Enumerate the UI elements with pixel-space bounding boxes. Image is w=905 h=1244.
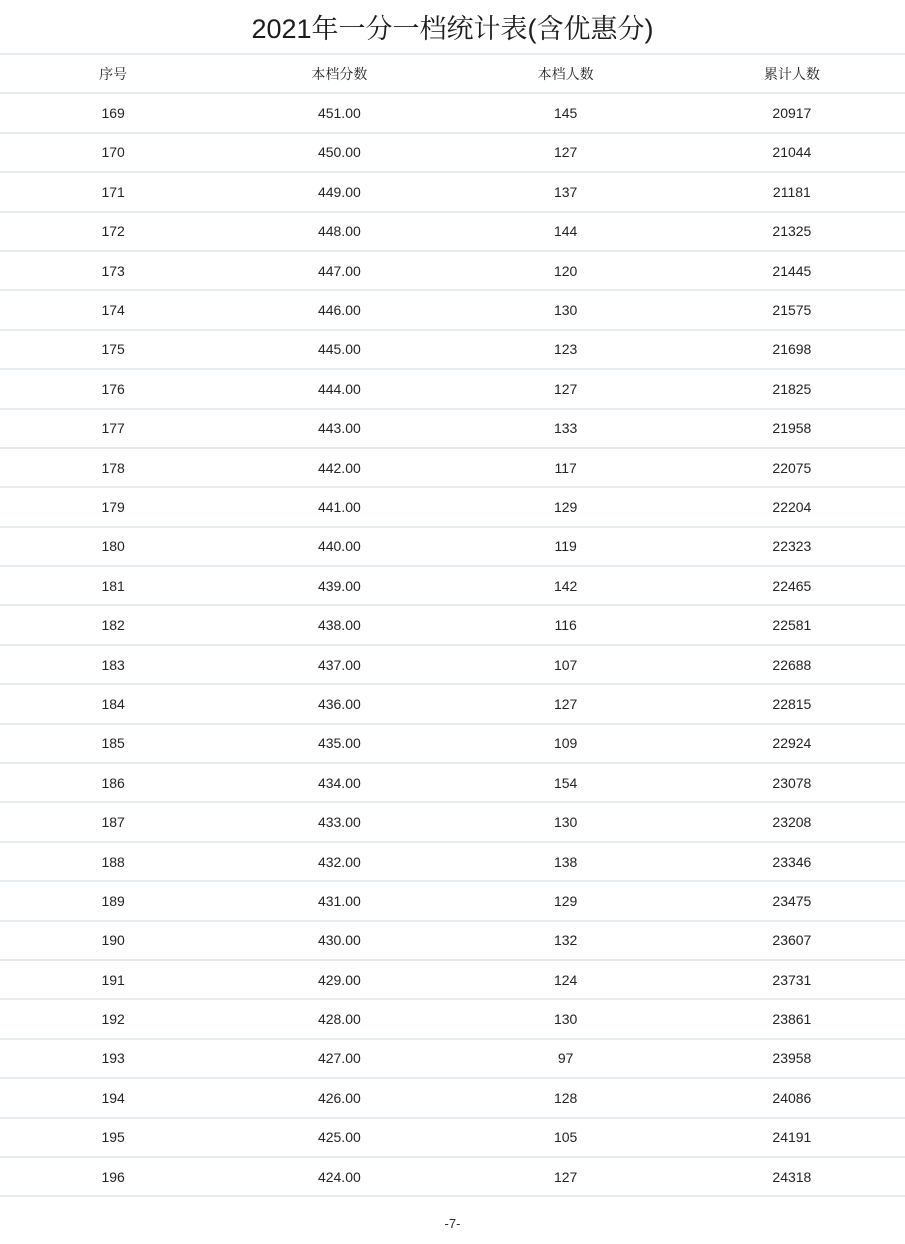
table-row xyxy=(0,172,905,211)
table-row xyxy=(0,212,905,251)
cell-cumulative: 23958 xyxy=(772,1050,812,1067)
cell-index: 188 xyxy=(101,853,125,870)
cell-count: 109 xyxy=(553,735,578,752)
cell-score: 441.00 xyxy=(317,498,361,515)
column-header-score: 本档分数 xyxy=(311,65,368,82)
cell-cumulative: 22924 xyxy=(772,735,812,752)
cell-count: 97 xyxy=(557,1050,574,1067)
cell-count: 124 xyxy=(553,971,578,988)
cell-score: 438.00 xyxy=(317,617,361,634)
cell-count: 123 xyxy=(553,341,578,358)
cell-score: 450.00 xyxy=(317,144,361,161)
cell-cumulative: 24191 xyxy=(772,1129,812,1146)
cell-index: 176 xyxy=(101,380,125,397)
cell-score: 442.00 xyxy=(317,459,361,476)
cell-count: 105 xyxy=(553,1129,578,1146)
cell-score: 435.00 xyxy=(317,735,361,752)
cell-score: 446.00 xyxy=(317,302,361,319)
cell-index: 175 xyxy=(101,341,125,358)
cell-score: 424.00 xyxy=(317,1168,361,1185)
cell-cumulative: 21825 xyxy=(772,380,812,397)
column-header-index: 序号 xyxy=(99,65,128,82)
score-distribution-table xyxy=(0,53,905,1197)
cell-index: 191 xyxy=(101,971,125,988)
cell-index: 173 xyxy=(101,262,125,279)
table-row xyxy=(0,960,905,999)
table-row xyxy=(0,1157,905,1196)
cell-count: 130 xyxy=(553,814,578,831)
cell-score: 430.00 xyxy=(317,932,361,949)
table-row xyxy=(0,724,905,763)
cell-index: 186 xyxy=(101,774,125,791)
table-row xyxy=(0,763,905,802)
cell-count: 130 xyxy=(553,302,578,319)
cell-cumulative: 20917 xyxy=(772,105,812,122)
cell-score: 426.00 xyxy=(317,1089,361,1106)
cell-index: 177 xyxy=(101,420,125,437)
cell-index: 185 xyxy=(101,735,125,752)
table-row xyxy=(0,290,905,329)
table-row xyxy=(0,842,905,881)
table-row xyxy=(0,1039,905,1078)
cell-cumulative: 22688 xyxy=(772,656,812,673)
cell-index: 178 xyxy=(101,459,125,476)
cell-count: 142 xyxy=(553,577,578,594)
table-row xyxy=(0,487,905,526)
cell-index: 172 xyxy=(101,223,125,240)
cell-score: 449.00 xyxy=(317,183,361,200)
cell-cumulative: 22581 xyxy=(772,617,812,634)
cell-index: 190 xyxy=(101,932,125,949)
cell-cumulative: 23078 xyxy=(772,774,812,791)
cell-cumulative: 23861 xyxy=(772,1011,812,1028)
cell-count: 145 xyxy=(553,105,578,122)
cell-cumulative: 22815 xyxy=(772,695,812,712)
cell-score: 448.00 xyxy=(317,223,361,240)
table-row xyxy=(0,1078,905,1117)
column-header-count: 本档人数 xyxy=(537,65,594,82)
table-row xyxy=(0,369,905,408)
cell-score: 427.00 xyxy=(317,1050,361,1067)
cell-count: 144 xyxy=(553,223,578,240)
cell-score: 432.00 xyxy=(317,853,361,870)
table-row xyxy=(0,251,905,290)
cell-count: 119 xyxy=(554,538,577,555)
table-row xyxy=(0,605,905,644)
cell-score: 444.00 xyxy=(317,380,361,397)
cell-count: 127 xyxy=(553,144,578,161)
cell-score: 439.00 xyxy=(317,577,361,594)
cell-cumulative: 22075 xyxy=(772,459,812,476)
cell-count: 154 xyxy=(553,774,578,791)
cell-count: 127 xyxy=(553,1168,578,1185)
cell-index: 182 xyxy=(101,617,125,634)
cell-score: 425.00 xyxy=(317,1129,361,1146)
cell-cumulative: 23475 xyxy=(772,892,812,909)
cell-cumulative: 21325 xyxy=(772,223,812,240)
cell-score: 447.00 xyxy=(317,262,361,279)
cell-count: 117 xyxy=(554,459,577,476)
cell-index: 195 xyxy=(101,1129,125,1146)
page-title: 2021年一分一档统计表(含优惠分) xyxy=(251,14,654,44)
cell-cumulative: 21575 xyxy=(772,302,812,319)
cell-index: 194 xyxy=(101,1089,125,1106)
table-row xyxy=(0,409,905,448)
cell-count: 116 xyxy=(554,617,577,634)
cell-count: 129 xyxy=(553,892,578,909)
table-row xyxy=(0,999,905,1038)
cell-index: 196 xyxy=(101,1168,125,1185)
cell-count: 127 xyxy=(553,695,578,712)
cell-cumulative: 22323 xyxy=(772,538,812,555)
cell-cumulative: 21181 xyxy=(772,183,811,200)
cell-count: 120 xyxy=(553,262,578,279)
table-body xyxy=(0,93,905,1196)
cell-count: 137 xyxy=(553,183,578,200)
cell-score: 436.00 xyxy=(317,695,361,712)
cell-index: 193 xyxy=(101,1050,125,1067)
cell-index: 192 xyxy=(101,1011,125,1028)
table-row xyxy=(0,527,905,566)
cell-index: 183 xyxy=(101,656,125,673)
cell-index: 170 xyxy=(101,144,125,161)
cell-index: 184 xyxy=(101,695,125,712)
cell-index: 179 xyxy=(101,498,125,515)
cell-index: 171 xyxy=(101,183,125,200)
cell-cumulative: 23731 xyxy=(772,971,812,988)
cell-score: 437.00 xyxy=(317,656,361,673)
cell-count: 128 xyxy=(553,1089,578,1106)
cell-cumulative: 21445 xyxy=(772,262,812,279)
cell-score: 434.00 xyxy=(317,774,361,791)
cell-cumulative: 23208 xyxy=(772,814,812,831)
cell-count: 107 xyxy=(553,656,578,673)
column-header-cumulative: 累计人数 xyxy=(763,65,820,82)
cell-count: 132 xyxy=(553,932,578,949)
table-header-row xyxy=(0,54,905,93)
table-row xyxy=(0,93,905,132)
cell-score: 431.00 xyxy=(317,892,361,909)
cell-cumulative: 21958 xyxy=(772,420,812,437)
cell-cumulative: 22204 xyxy=(772,498,812,515)
cell-index: 180 xyxy=(101,538,125,555)
page-number: -7- xyxy=(444,1216,461,1232)
table-row xyxy=(0,566,905,605)
cell-index: 169 xyxy=(101,105,125,122)
table-row xyxy=(0,684,905,723)
cell-score: 451.00 xyxy=(317,105,361,122)
cell-count: 127 xyxy=(553,380,578,397)
table-row xyxy=(0,921,905,960)
cell-index: 189 xyxy=(101,892,125,909)
cell-cumulative: 24318 xyxy=(772,1168,812,1185)
table-row xyxy=(0,645,905,684)
cell-index: 174 xyxy=(101,302,125,319)
cell-score: 445.00 xyxy=(317,341,361,358)
table-row xyxy=(0,133,905,172)
cell-index: 181 xyxy=(101,577,125,594)
cell-score: 440.00 xyxy=(317,538,361,555)
cell-cumulative: 21044 xyxy=(772,144,812,161)
cell-cumulative: 21698 xyxy=(772,341,812,358)
cell-cumulative: 24086 xyxy=(772,1089,812,1106)
cell-count: 133 xyxy=(553,420,578,437)
table-row xyxy=(0,881,905,920)
cell-score: 443.00 xyxy=(317,420,361,437)
cell-cumulative: 22465 xyxy=(772,577,812,594)
cell-cumulative: 23346 xyxy=(772,853,812,870)
table-row xyxy=(0,330,905,369)
cell-count: 138 xyxy=(553,853,578,870)
table-row xyxy=(0,802,905,841)
table-row xyxy=(0,1118,905,1157)
cell-count: 129 xyxy=(553,498,578,515)
cell-index: 187 xyxy=(101,814,125,831)
cell-score: 428.00 xyxy=(317,1011,361,1028)
cell-score: 433.00 xyxy=(317,814,361,831)
cell-cumulative: 23607 xyxy=(772,932,812,949)
cell-count: 130 xyxy=(553,1011,578,1028)
table-row xyxy=(0,448,905,487)
cell-score: 429.00 xyxy=(317,971,361,988)
